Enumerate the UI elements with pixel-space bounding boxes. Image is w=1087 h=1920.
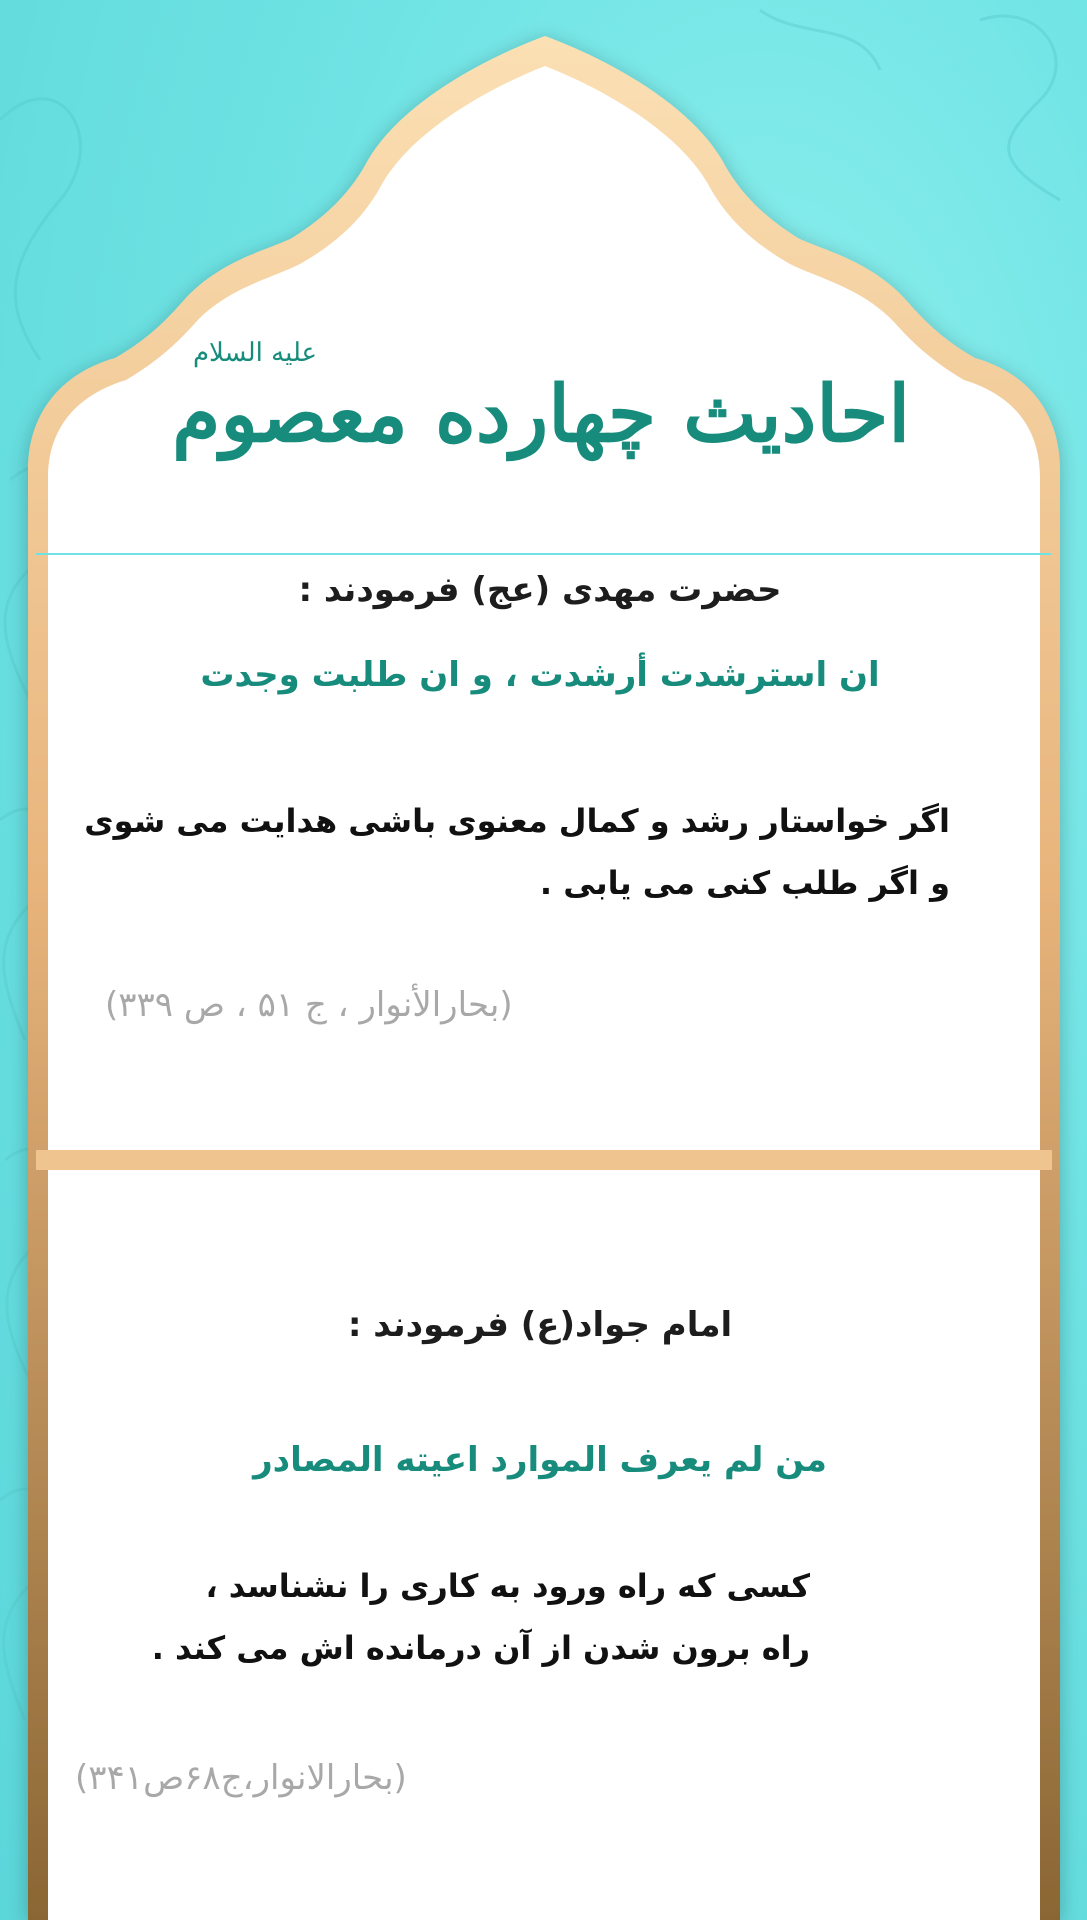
hadith-1-arabic-text: ان استرشدت أرشدت ، و ان طلبت وجدت <box>200 655 880 695</box>
hadith-2-translation-line-1: کسی که راه ورود به کاری را نشناسد ، <box>205 1567 810 1605</box>
hadith-1-speaker: حضرت مهدی (عج) فرمودند : <box>298 570 782 610</box>
hadith-1-translation <box>84 790 950 920</box>
hadith-2-source: (بحارالانوار،ج۶۸ص۳۴۱) <box>75 1758 407 1798</box>
hadith-2-translation-line-2: راه برون شدن از آن درمانده اش می کند . <box>151 1629 810 1667</box>
title-honorific: علیه السلام <box>192 338 318 368</box>
hadith-2-arabic-text: من لم يعرف الموارد اعيته المصادر <box>253 1440 827 1480</box>
hadith-1-translation-line-2: و اگر طلب کنی می یابی . <box>539 864 950 902</box>
title-divider <box>36 553 1051 555</box>
hadith-2-translation <box>150 1555 810 1685</box>
hadith-1-translation-line-1: اگر خواستار رشد و کمال معنوی باشی هدایت می شوی <box>84 802 950 840</box>
hadith-1-source: (بحارالأنوار ، ج ۵۱ ، ص ۳۳۹) <box>105 985 513 1025</box>
section-separator <box>36 1150 1052 1170</box>
hadith-2-speaker: امام جواد(ع) فرمودند : <box>347 1305 733 1345</box>
page-title: احادیث چهارده معصوم <box>172 369 910 460</box>
